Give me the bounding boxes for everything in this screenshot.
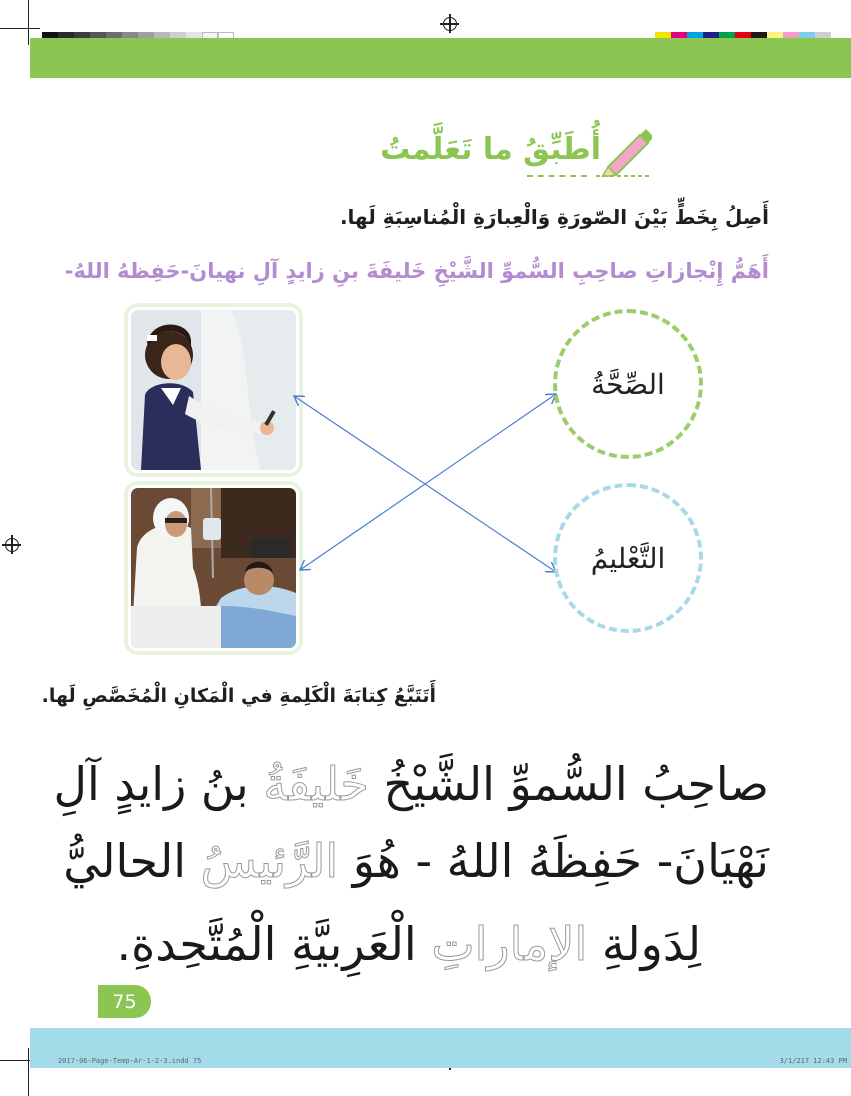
line3-text-after: الْعَرِبيَّةِ الْمُتَّحِدةِ. <box>116 917 432 971</box>
footer-timestamp: 3/1/217 12:43 PM <box>779 1057 847 1065</box>
sheikh-hospital-photo[interactable] <box>128 485 299 651</box>
line2-text-after: الحاليُّ <box>63 834 201 888</box>
health-circle[interactable] <box>553 309 703 459</box>
tracing-line-1 <box>54 757 769 811</box>
registration-mark-icon <box>443 17 457 31</box>
title-underline <box>527 175 587 177</box>
trace-word-khalifa[interactable]: خَليفَةُ <box>263 757 369 811</box>
line1-text-after: بنُ زايدٍ آلِ <box>53 757 264 811</box>
line-sheikh-to-health <box>300 394 556 570</box>
tracing-line-3 <box>117 917 701 971</box>
health-label: الصِّحَّةُ <box>591 367 665 401</box>
trace-word-president[interactable]: الرَّئيسُ <box>200 834 339 888</box>
matching-lines <box>280 380 580 580</box>
line1-text-before: صاحِبُ السُّموِّ الشَّيْخُ <box>368 757 769 811</box>
education-label: التَّعْليمُ <box>590 541 666 575</box>
crop-mark <box>28 0 29 45</box>
trace-word-emirates[interactable]: الإماراتِ <box>431 917 588 971</box>
exercise1-instruction: أَصِلُ بِخَطٍّ بَيْنَ الصّورَةِ وَالْعِبارَةِ الْمُناسِبَةِ لَها. <box>339 205 769 229</box>
exercise2-instruction: أَتَتَبَّعُ كِتابَةَ الْكَلِمةِ في الْمَكانِ الْمُخَصَّصِ لَها. <box>41 685 436 707</box>
page-number-badge: 75 <box>98 985 151 1018</box>
crop-mark <box>28 1048 29 1096</box>
girl-writing-photo[interactable] <box>128 307 299 473</box>
section-title: أُطَبِّقُ ما تَعَلَّمتُ <box>380 132 601 167</box>
exercise1-topic: أَهَمُّ إِنْجازاتِ صاحِبِ السُّموِّ الشَّيْخِ خَليفَةَ بنِ زايدٍ آلِ نهيانَ-حَفِظهُ اللهُ- <box>64 259 769 283</box>
line2-text-before: نَهْيَانَ- حَفِظَهُ اللهُ - هُوَ <box>338 834 769 888</box>
crop-mark <box>0 28 40 29</box>
header-band <box>30 38 851 78</box>
tracing-line-2 <box>63 834 769 888</box>
sheikh-visiting-patient-illustration <box>131 488 296 648</box>
girl-writing-illustration <box>131 310 296 470</box>
registration-mark-icon <box>5 538 19 552</box>
line3-text-before: لِدَولةِ <box>587 917 701 971</box>
footer-file-info: 2017-06-Page-Temp-Ar-1-2-3.indd 75 <box>58 1057 202 1065</box>
pencil-icon <box>596 123 652 177</box>
education-circle[interactable] <box>553 483 703 633</box>
